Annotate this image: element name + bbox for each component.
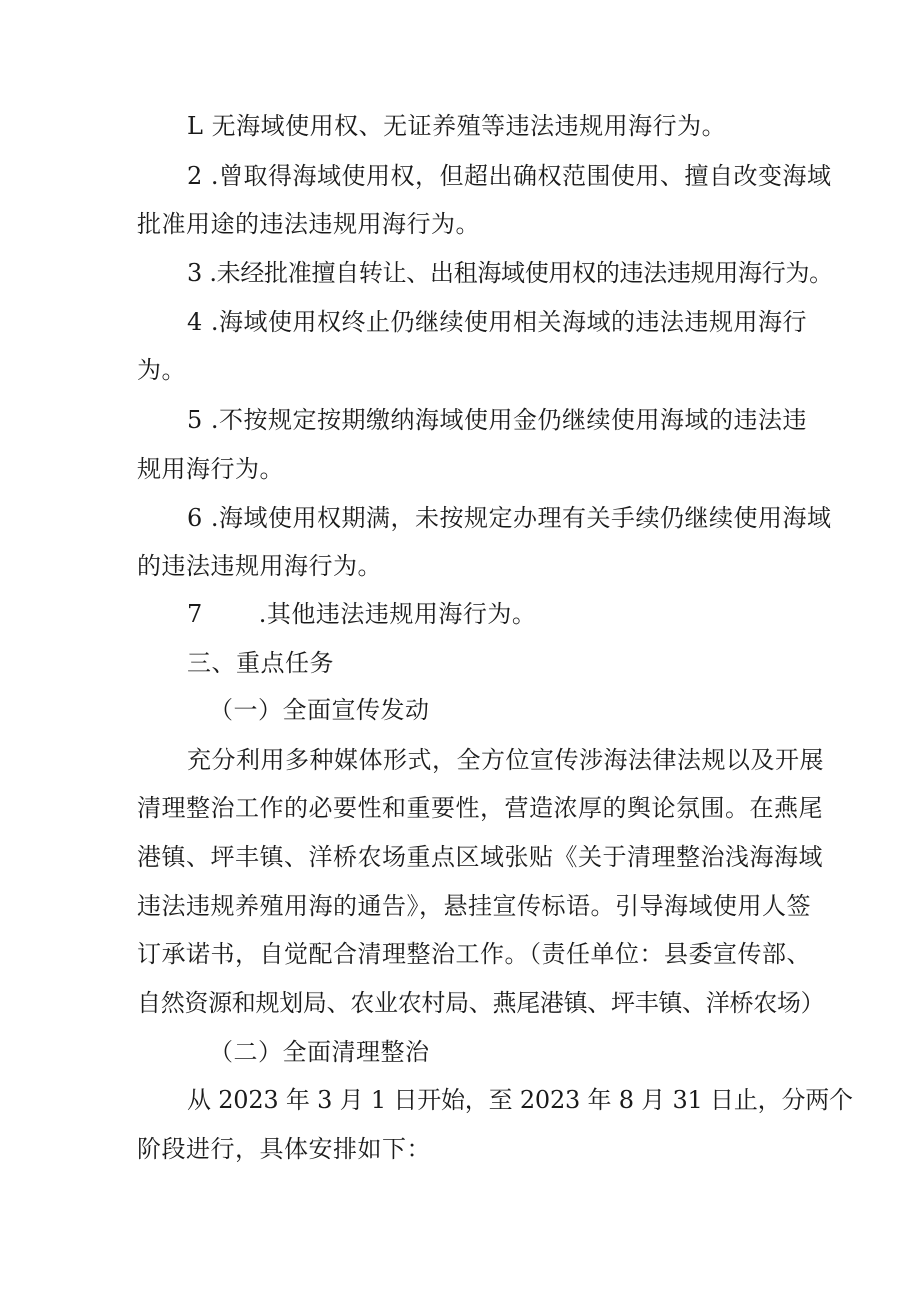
violation-item-1 bbox=[187, 110, 726, 142]
violation-item-6-continuation: 的违法违规用海行为。 bbox=[137, 552, 382, 580]
item-marker: 7 bbox=[187, 600, 203, 628]
item-text: .其他违法违规用海行为。 bbox=[258, 600, 537, 628]
violation-item-7 bbox=[187, 598, 536, 630]
violation-item-3 bbox=[187, 257, 833, 289]
item-marker: 3 bbox=[187, 259, 202, 287]
item-text: .曾取得海域使用权，但超出确权范围使用、擅自改变海域 bbox=[210, 162, 832, 190]
subsection-1-line-1: 充分利用多种媒体形式，全方位宣传涉海法律法规以及开展 bbox=[187, 746, 824, 774]
item-marker: 5 bbox=[187, 406, 203, 434]
subsection-1-line-2: 清理整治工作的必要性和重要性，营造浓厚的舆论氛围。在燕尾 bbox=[137, 794, 823, 822]
violation-item-5-continuation: 规用海行为。 bbox=[137, 455, 284, 483]
subsection-1-heading: （一）全面宣传发动 bbox=[209, 696, 430, 724]
item-text: .未经批准擅自转让、出租海域使用权的违法违规用海行为。 bbox=[209, 259, 833, 287]
violation-item-2 bbox=[187, 160, 832, 192]
item-marker: L bbox=[187, 112, 204, 140]
subsection-1-line-6: 自然资源和规划局、农业农村局、燕尾港镇、坪丰镇、洋桥农场） bbox=[137, 989, 825, 1017]
subsection-1-line-3: 港镇、坪丰镇、洋桥农场重点区域张贴《关于清理整治浅海海域 bbox=[137, 843, 823, 871]
violation-item-4-continuation: 为。 bbox=[137, 356, 186, 384]
subsection-1-line-5: 订承诺书，自觉配合清理整治工作。（责任单位：县委宣传部、 bbox=[137, 940, 811, 968]
item-marker: 2 bbox=[187, 162, 203, 190]
violation-item-6 bbox=[187, 502, 832, 534]
violation-item-2-continuation: 批准用途的违法违规用海行为。 bbox=[137, 210, 480, 238]
subsection-2-line-1: 从 2023 年 3 月 1 日开始，至 2023 年 8 月 31 日止，分两个 bbox=[187, 1086, 853, 1114]
subsection-2-line-2: 阶段进行，具体安排如下： bbox=[137, 1135, 431, 1163]
subsection-2-heading: （二）全面清理整治 bbox=[209, 1038, 430, 1066]
subsection-1-line-4: 违法违规养殖用海的通告》，悬挂宣传标语。引导海域使用人签 bbox=[137, 892, 811, 920]
item-marker: 4 bbox=[187, 308, 203, 336]
violation-item-4 bbox=[187, 306, 807, 338]
item-text: .不按规定按期缴纳海域使用金仍继续使用海域的违法违 bbox=[210, 406, 808, 434]
item-text: .海域使用权终止仍继续使用相关海域的违法违规用海行 bbox=[210, 308, 808, 336]
violation-item-5 bbox=[187, 404, 807, 436]
item-text: .海域使用权期满，未按规定办理有关手续仍继续使用海域 bbox=[210, 504, 832, 532]
item-text: 无海域使用权、无证养殖等违法违规用海行为。 bbox=[211, 112, 727, 140]
section-heading: 三、重点任务 bbox=[187, 649, 334, 677]
item-marker: 6 bbox=[187, 504, 203, 532]
